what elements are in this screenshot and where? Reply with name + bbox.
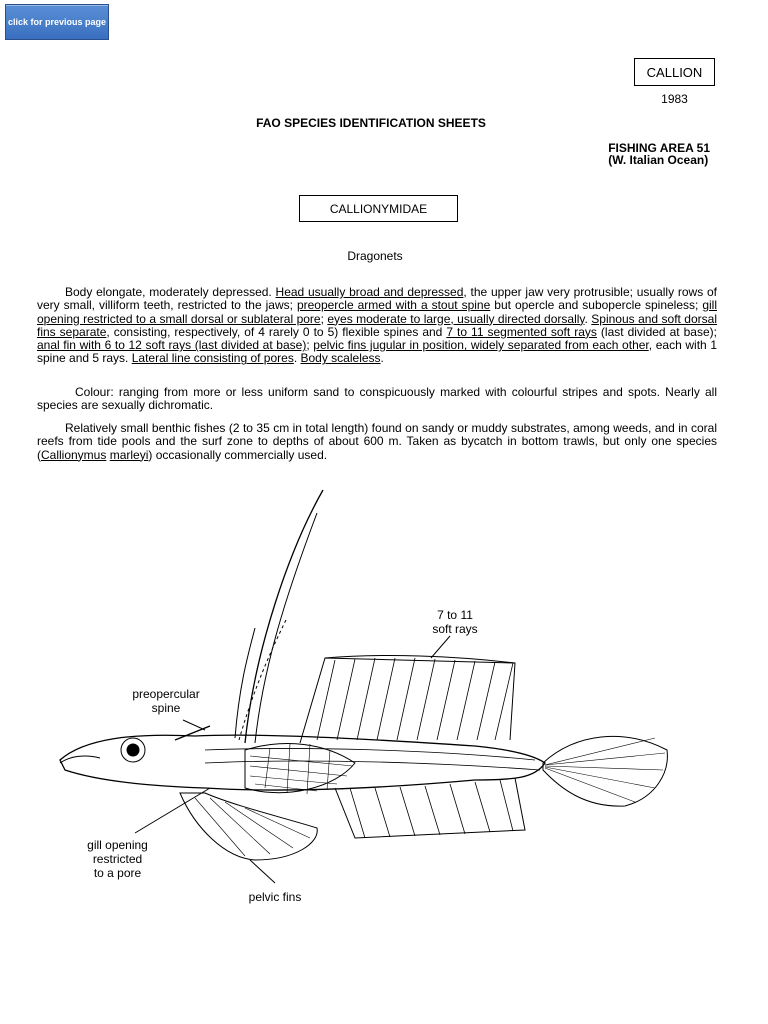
underlined-text: Spinous and soft dorsal fins separate (37, 311, 717, 339)
gill-label-line2: restricted (92, 852, 143, 866)
preopercular-label-line2: spine (151, 701, 181, 715)
text-run: . (584, 311, 592, 326)
text-run: , each with 1 spine and 5 rays. (37, 338, 718, 366)
underlined-text: Callionymus (41, 447, 107, 462)
underlined-text: gill opening restricted to a small dorsal or sublateral pore (37, 298, 717, 326)
previous-page-button[interactable]: click for previous page (5, 4, 109, 40)
habitat-paragraph (37, 422, 717, 462)
text-run: . (380, 351, 384, 366)
fishing-area-line2: (W. Italian Ocean) (608, 153, 709, 167)
underlined-text: Body scaleless (300, 351, 381, 366)
sheet-code-box: CALLION (634, 58, 715, 86)
underlined-text: Head usually broad and depressed (275, 285, 464, 299)
gill-opening-label (75, 838, 160, 880)
underlined-text: pelvic fins jugular in position, widely separated from each other (313, 338, 649, 353)
text-run: ; (320, 311, 328, 326)
fishing-area (608, 142, 710, 166)
pelvic-fins-label: pelvic fins (248, 890, 302, 904)
text-run: . (293, 351, 301, 366)
family-name-box: CALLIONYMIDAE (299, 195, 458, 222)
text-run: (last divided at base); (596, 324, 717, 339)
colour-paragraph: Colour: ranging from more or less uniform sand to conspicuously marked with colourful stripes and spots. Nearly all species are sexually dichromatic. (37, 385, 717, 413)
underlined-text: anal fin with 6 to 12 soft rays (last divided at base) (37, 338, 307, 353)
soft-rays-label-line1: 7 to 11 (437, 608, 473, 622)
sheet-year: 1983 (661, 92, 688, 106)
underlined-text: marleyi (109, 447, 149, 462)
preopercular-label-line1: preopercular (132, 687, 200, 701)
text-run: ; (306, 338, 314, 353)
sheet-title: FAO SPECIES IDENTIFICATION SHEETS (256, 116, 486, 130)
text-run: , the upper jaw very protrusible; usually rows of very small, villiform teeth, restricted to the jaws; (37, 285, 717, 313)
underlined-text: 7 to 11 segmented soft rays (446, 324, 597, 339)
soft-rays-label (415, 608, 495, 636)
text-run: Body elongate, moderately depressed. (65, 285, 276, 299)
underlined-text: eyes moderate to large, usually directed dorsally (327, 311, 585, 326)
gill-label-line1: gill opening (87, 838, 148, 852)
gill-label-line3: to a pore (93, 866, 142, 880)
underlined-text: preopercle armed with a stout spine (296, 298, 491, 313)
common-name: Dragonets (347, 249, 403, 263)
dragonet-illustration (55, 488, 670, 904)
preopercular-spine-label (121, 687, 211, 715)
fishing-area-line1: FISHING AREA 51 (608, 141, 710, 155)
text-run: ) occasionally commercially used. (148, 447, 328, 462)
description-paragraph (37, 286, 717, 366)
text-run: but opercle and subopercle spineless; (490, 298, 703, 313)
soft-rays-label-line2: soft rays (432, 622, 478, 636)
text-run: , consisting, respectively, of 4 rarely 0 to 5) flexible spines and (106, 324, 447, 339)
underlined-text: Lateral line consisting of pores (131, 351, 294, 366)
text-run: Relatively small benthic fishes (2 to 35 cm in total length) found on sandy or muddy substrates, among weeds, and in coral reefs from tide pools and the surf zone to depths of about 600 m. Taken as bycatch in bottom trawls, but only one species ( (37, 421, 717, 462)
